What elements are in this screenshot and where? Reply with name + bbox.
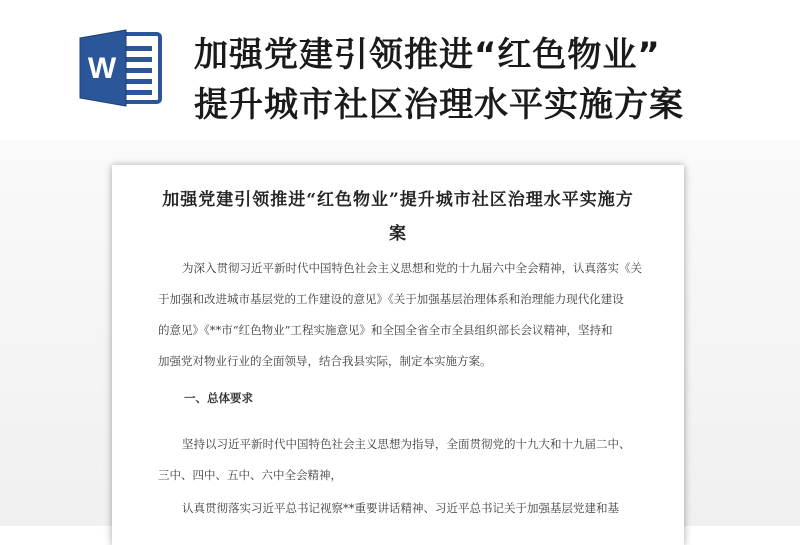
intro-line-4: 加强党对物业行业的全面领导，结合我县实际，制定本实施方案。 — [158, 354, 492, 368]
intro-line-1: 为深入贯彻习近平新时代中国特色社会主义思想和党的十九届六中全会精神，认真落实《关 — [182, 261, 642, 275]
document-title-line-2: 案 — [389, 224, 407, 244]
word-document-icon — [78, 28, 162, 108]
section1-paragraph — [158, 429, 642, 491]
intro-line-2: 于加强和改进城市基层党的工作建设的意见》《关于加强基层治理体系和治理能力现代化建设 — [158, 292, 624, 306]
document-title-line-1: 加强党建引领推进“红色物业”提升城市社区治理水平实施方 — [162, 190, 634, 210]
section1-p2-line-1: 认真贯彻落实习近平总书记视察**重要讲话精神、习近平总书记关于加强基层党建和基 — [182, 501, 619, 515]
intro-paragraph — [158, 253, 642, 377]
section-heading: 一、总体要求 — [184, 391, 253, 405]
intro-line-3: 的意见》《**市“红色物业”工程实施意见》和全国全省全市全县组织部长会议精神，坚持和 — [158, 323, 613, 337]
header-title-line-2: 提升城市社区治理水平实施方案 — [194, 85, 684, 125]
section1-paragraph-2 — [158, 493, 642, 524]
header — [0, 0, 800, 140]
svg-text:W: W — [87, 52, 117, 85]
document-title — [152, 183, 644, 251]
section1-line-1: 坚持以习近平新时代中国特色社会主义思想为指导，全面贯彻党的十九大和十九届二中、 — [182, 437, 631, 451]
header-title — [194, 30, 784, 130]
section1-line-2: 三中、四中、五中、六中全会精神， — [158, 468, 342, 482]
header-title-line-1: 加强党建引领推进“红色物业” — [194, 35, 661, 75]
document-page — [112, 165, 684, 545]
